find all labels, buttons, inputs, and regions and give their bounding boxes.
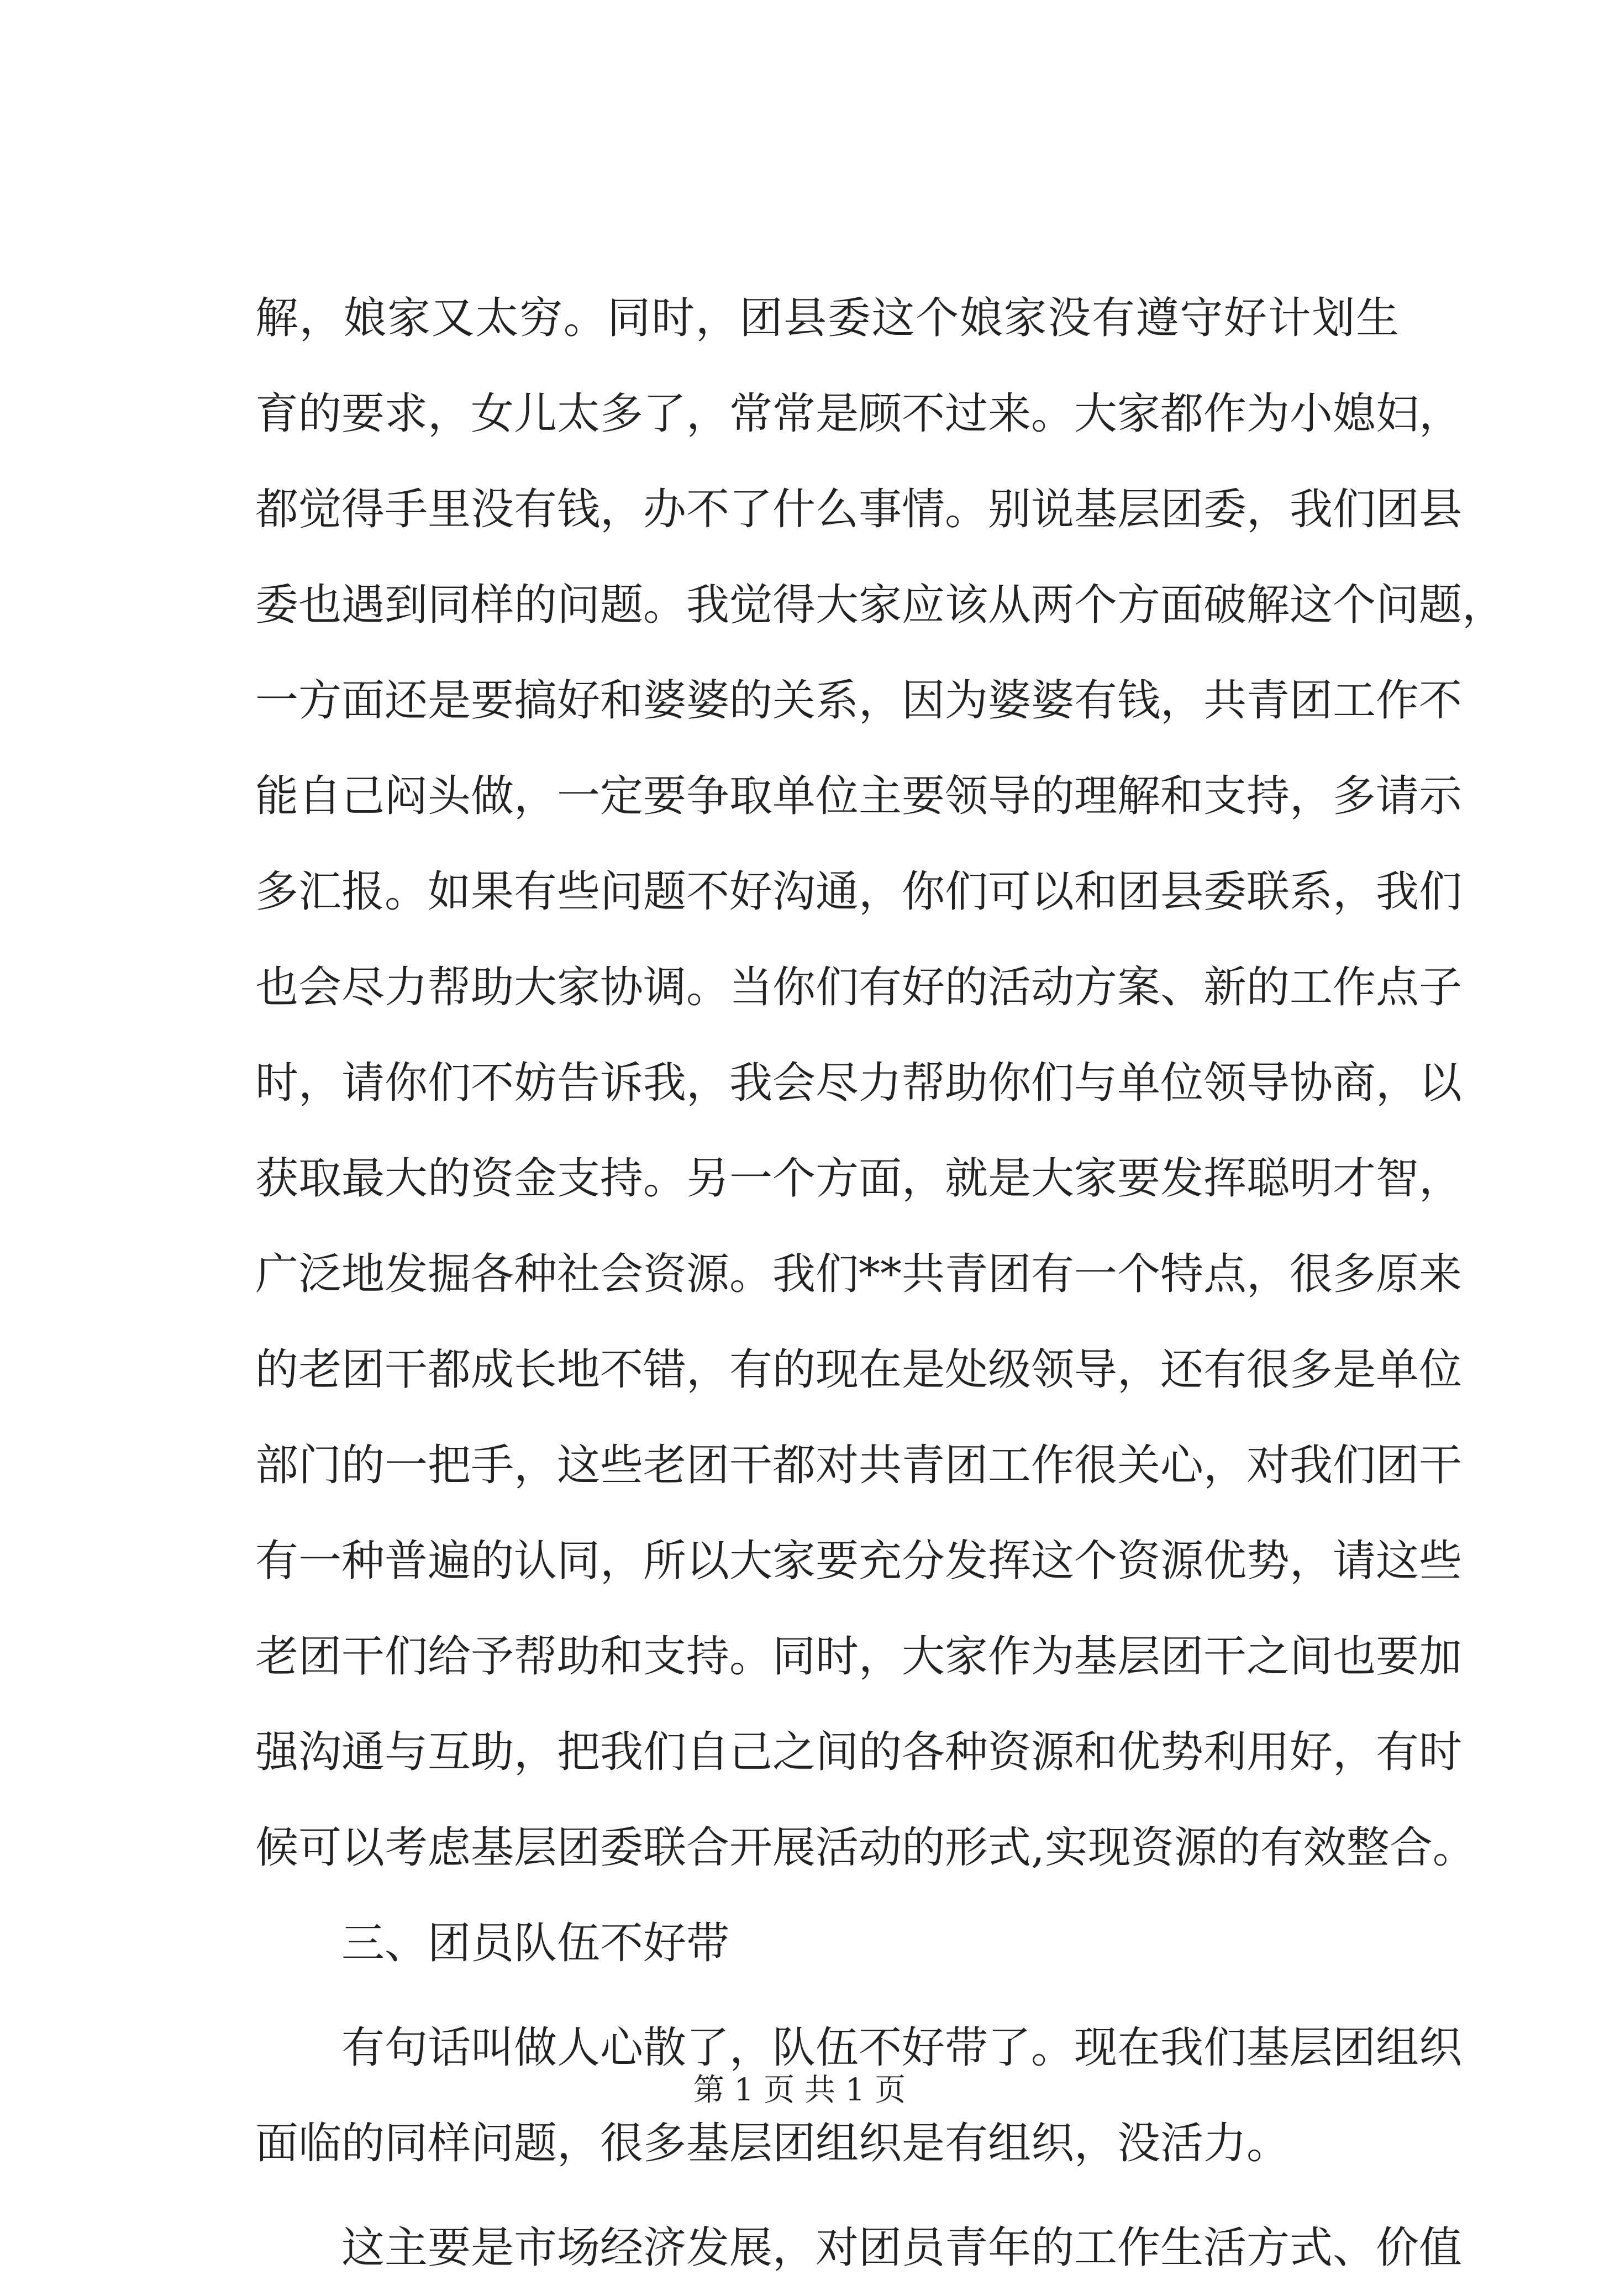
- text-line: 都觉得手里没有钱，办不了什么事情。别说基层团委，我们团县: [255, 485, 1463, 534]
- text-line: 委也遇到同样的问题。我觉得大家应该从两个方面破解这个问题，: [255, 580, 1506, 630]
- text-line: 时，请你们不妨告诉我，我会尽力帮助你们与单位领导协商，以: [255, 1058, 1463, 1108]
- text-line: 的老团干都成长地不错，有的现在是处级领导，还有很多是单位: [255, 1345, 1463, 1395]
- text-line: 这主要是市场经济发展，对团员青年的工作生活方式、价值: [341, 2223, 1463, 2273]
- text-line: 一方面还是要搞好和婆婆的关系，因为婆婆有钱，共青团工作不: [255, 676, 1463, 726]
- text-line: 育的要求，女儿太多了，常常是顾不过来。大家都作为小媳妇，: [255, 389, 1463, 439]
- text-line: 老团干们给予帮助和支持。同时，大家作为基层团干之间也要加: [255, 1632, 1463, 1682]
- text-line: 部门的一把手，这些老团干都对共青团工作很关心，对我们团干: [255, 1441, 1463, 1490]
- text-line: 解，娘家又太穷。同时，团县委这个娘家没有遵守好计划生: [255, 293, 1399, 343]
- text-line: 也会尽力帮助大家协调。当你们有好的活动方案、新的工作点子: [255, 963, 1463, 1012]
- text-line: 候可以考虑基层团委联合开展活动的形式,实现资源的有效整合。: [255, 1823, 1476, 1873]
- page-footer: 第 1 页 共 1 页: [693, 2072, 906, 2108]
- text-line: 多汇报。如果有些问题不好沟通，你们可以和团县委联系，我们: [255, 867, 1463, 917]
- text-line: 获取最大的资金支持。另一个方面，就是大家要发挥聪明才智，: [255, 1154, 1463, 1204]
- text-line: 广泛地发掘各种社会资源。我们**共青团有一个特点，很多原来: [255, 1249, 1463, 1299]
- document-body: [255, 271, 1506, 2296]
- text-line: 面临的同样问题，很多基层团组织是有组织，没活力。: [255, 2119, 1290, 2168]
- text-line: 强沟通与互助，把我们自己之间的各种资源和优势利用好，有时: [255, 1727, 1463, 1777]
- text-line: 有句话叫做人心散了，队伍不好带了。现在我们基层团组织: [341, 2023, 1463, 2073]
- text-line: 能自己闷头做，一定要争取单位主要领导的理解和支持，多请示: [255, 771, 1463, 821]
- section-heading: 三、团员队伍不好带: [341, 1919, 730, 1968]
- text-line: 有一种普遍的认同，所以大家要充分发挥这个资源优势，请这些: [255, 1536, 1463, 1586]
